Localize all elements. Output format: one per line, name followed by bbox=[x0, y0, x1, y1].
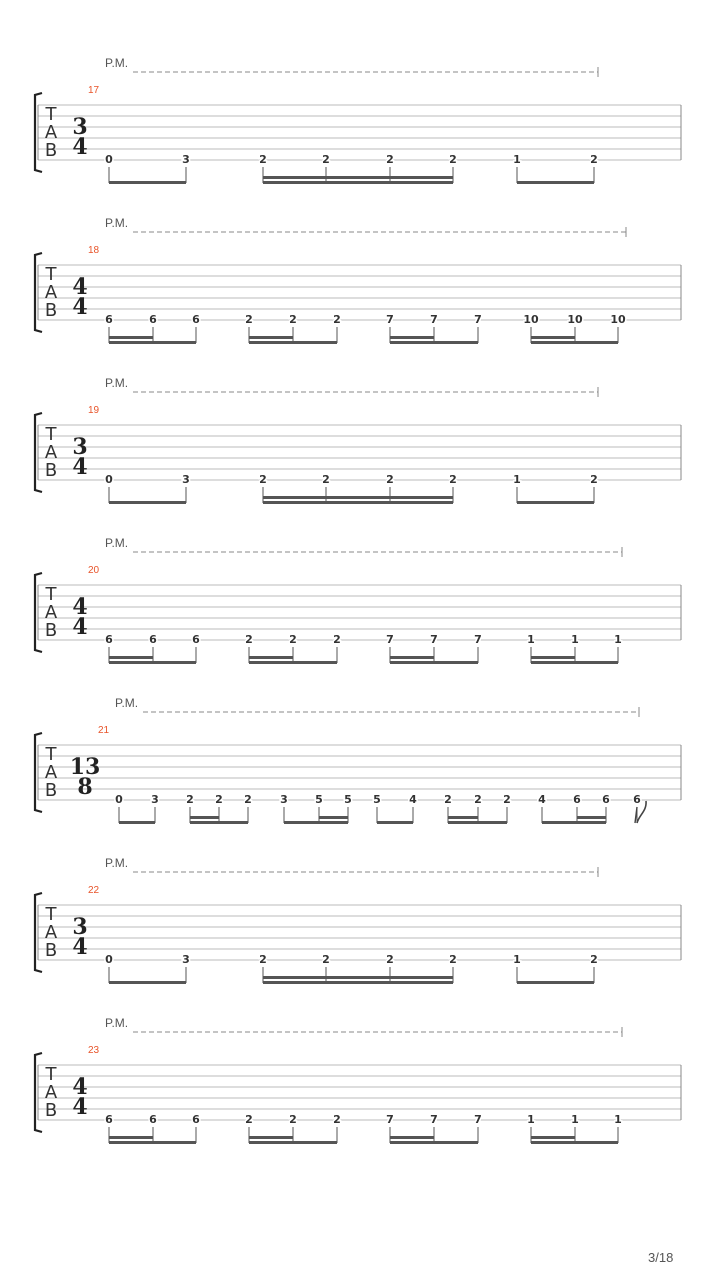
fret-number: 6 bbox=[149, 633, 157, 646]
note-beam-secondary bbox=[448, 816, 478, 819]
fret-number: 7 bbox=[474, 1113, 482, 1126]
note-beam bbox=[517, 181, 594, 184]
fret-number: 10 bbox=[523, 313, 539, 326]
measure-number: 17 bbox=[88, 85, 100, 96]
fret-number: 6 bbox=[192, 1113, 200, 1126]
fret-number: 2 bbox=[449, 153, 457, 166]
fret-number: 4 bbox=[538, 793, 546, 806]
tab-system-22 bbox=[35, 856, 681, 984]
fret-number: 2 bbox=[474, 793, 482, 806]
fret-number: 1 bbox=[614, 633, 622, 646]
note-beam-secondary bbox=[390, 336, 434, 339]
note-beam-secondary bbox=[263, 176, 453, 179]
tab-clef-letter: A bbox=[44, 282, 58, 303]
fret-number: 10 bbox=[610, 313, 626, 326]
palm-mute-label: P.M. bbox=[105, 536, 129, 550]
fret-number: 5 bbox=[315, 793, 323, 806]
tab-clef-letter: B bbox=[44, 1100, 58, 1121]
tab-clef-letter: T bbox=[45, 584, 57, 605]
fret-number: 7 bbox=[386, 633, 394, 646]
time-signature-bottom: 4 bbox=[72, 934, 88, 960]
fret-number: 5 bbox=[344, 793, 352, 806]
tab-clef-letter: B bbox=[44, 780, 58, 801]
fret-number: 10 bbox=[567, 313, 583, 326]
fret-number: 7 bbox=[386, 1113, 394, 1126]
tab-clef-letter: B bbox=[44, 940, 58, 961]
note-beam bbox=[284, 821, 348, 824]
fret-number: 2 bbox=[289, 633, 297, 646]
note-beam bbox=[263, 181, 453, 184]
fret-number: 2 bbox=[215, 793, 223, 806]
time-signature-bottom: 4 bbox=[72, 294, 88, 320]
measure-number: 20 bbox=[88, 565, 100, 576]
fret-number: 1 bbox=[513, 953, 521, 966]
fret-number: 2 bbox=[333, 313, 341, 326]
fret-number: 6 bbox=[105, 633, 113, 646]
time-signature-top: 3 bbox=[72, 914, 88, 940]
fret-number: 6 bbox=[192, 633, 200, 646]
note-beam-secondary bbox=[390, 1136, 434, 1139]
fret-number: 2 bbox=[590, 153, 598, 166]
fret-number: 2 bbox=[259, 953, 267, 966]
fret-number: 6 bbox=[105, 313, 113, 326]
note-beam bbox=[390, 661, 478, 664]
note-beam-secondary bbox=[109, 336, 153, 339]
note-beam bbox=[390, 341, 478, 344]
note-beam bbox=[531, 1141, 618, 1144]
fret-number: 2 bbox=[386, 473, 394, 486]
time-signature-top: 4 bbox=[72, 1074, 88, 1100]
time-signature-bottom: 4 bbox=[72, 1094, 88, 1120]
tab-system-23 bbox=[35, 1016, 681, 1144]
fret-number: 4 bbox=[409, 793, 417, 806]
fret-number: 7 bbox=[474, 313, 482, 326]
fret-number: 6 bbox=[602, 793, 610, 806]
fret-number: 1 bbox=[513, 153, 521, 166]
tab-system-18 bbox=[35, 216, 681, 344]
palm-mute-label: P.M. bbox=[105, 1016, 129, 1030]
note-beam bbox=[190, 821, 248, 824]
fret-number: 2 bbox=[322, 153, 330, 166]
note-beam bbox=[390, 1141, 478, 1144]
note-beam-secondary bbox=[109, 656, 153, 659]
tab-clef-letter: T bbox=[45, 264, 57, 285]
time-signature-bottom: 4 bbox=[72, 454, 88, 480]
palm-mute-label: P.M. bbox=[105, 376, 129, 390]
fret-number: 1 bbox=[513, 473, 521, 486]
fret-number: 6 bbox=[192, 313, 200, 326]
note-beam bbox=[119, 821, 155, 824]
fret-number: 3 bbox=[182, 153, 190, 166]
fret-number: 2 bbox=[289, 313, 297, 326]
fret-number: 3 bbox=[182, 953, 190, 966]
fret-number: 1 bbox=[571, 633, 579, 646]
tab-clef-letter: T bbox=[45, 424, 57, 445]
note-beam bbox=[249, 1141, 337, 1144]
tab-clef-letter: B bbox=[44, 300, 58, 321]
note-beam bbox=[448, 821, 507, 824]
fret-number: 6 bbox=[105, 1113, 113, 1126]
tab-system-19 bbox=[35, 376, 681, 504]
note-beam-secondary bbox=[249, 656, 293, 659]
note-beam-secondary bbox=[319, 816, 348, 819]
fret-number: 2 bbox=[322, 953, 330, 966]
note-beam bbox=[263, 981, 453, 984]
tab-clef-letter: A bbox=[44, 1082, 58, 1103]
fret-number: 2 bbox=[449, 473, 457, 486]
fret-number: 2 bbox=[186, 793, 194, 806]
fret-number: 2 bbox=[333, 633, 341, 646]
tab-clef-letter: B bbox=[44, 140, 58, 161]
fret-number: 2 bbox=[245, 1113, 253, 1126]
fret-number: 2 bbox=[449, 953, 457, 966]
palm-mute-label: P.M. bbox=[105, 56, 129, 70]
note-beam bbox=[109, 981, 186, 984]
fret-number: 7 bbox=[430, 313, 438, 326]
time-signature-top: 4 bbox=[72, 594, 88, 620]
note-beam bbox=[109, 181, 186, 184]
measure-number: 19 bbox=[88, 405, 100, 416]
fret-number: 7 bbox=[430, 1113, 438, 1126]
time-signature-bottom: 4 bbox=[72, 614, 88, 640]
fret-number: 6 bbox=[149, 1113, 157, 1126]
tab-clef-letter: A bbox=[44, 442, 58, 463]
fret-number: 2 bbox=[590, 953, 598, 966]
note-beam bbox=[249, 341, 337, 344]
palm-mute-label: P.M. bbox=[115, 696, 139, 710]
fret-number: 2 bbox=[444, 793, 452, 806]
time-signature-top: 3 bbox=[72, 114, 88, 140]
fret-number: 0 bbox=[115, 793, 123, 806]
fret-number: 2 bbox=[386, 953, 394, 966]
fret-number: 3 bbox=[280, 793, 288, 806]
note-beam bbox=[109, 341, 196, 344]
fret-number: 1 bbox=[571, 1113, 579, 1126]
fret-number: 6 bbox=[573, 793, 581, 806]
fret-number: 2 bbox=[386, 153, 394, 166]
tab-clef-letter: A bbox=[44, 122, 58, 143]
note-beam bbox=[517, 981, 594, 984]
fret-number: 5 bbox=[373, 793, 381, 806]
note-beam bbox=[109, 1141, 196, 1144]
note-beam bbox=[109, 501, 186, 504]
time-signature-bottom: 8 bbox=[77, 774, 93, 800]
palm-mute-label: P.M. bbox=[105, 856, 129, 870]
fret-number: 2 bbox=[244, 793, 252, 806]
tab-clef-letter: T bbox=[45, 1064, 57, 1085]
tab-clef-letter: B bbox=[44, 460, 58, 481]
palm-mute-label: P.M. bbox=[105, 216, 129, 230]
note-beam-secondary bbox=[390, 656, 434, 659]
fret-number: 1 bbox=[527, 633, 535, 646]
note-beam-secondary bbox=[249, 336, 293, 339]
note-beam-secondary bbox=[531, 1136, 575, 1139]
tab-clef-letter: A bbox=[44, 602, 58, 623]
tab-system-20 bbox=[35, 536, 681, 664]
fret-number: 1 bbox=[614, 1113, 622, 1126]
measure-number: 18 bbox=[88, 245, 100, 256]
time-signature-top: 13 bbox=[69, 754, 101, 780]
fret-number: 1 bbox=[527, 1113, 535, 1126]
fret-number: 0 bbox=[105, 473, 113, 486]
note-beam-secondary bbox=[249, 1136, 293, 1139]
fret-number: 2 bbox=[245, 313, 253, 326]
time-signature-top: 3 bbox=[72, 434, 88, 460]
fret-number: 2 bbox=[259, 473, 267, 486]
tab-clef-letter: B bbox=[44, 620, 58, 641]
fret-number: 2 bbox=[590, 473, 598, 486]
fret-number: 2 bbox=[259, 153, 267, 166]
time-signature-bottom: 4 bbox=[72, 134, 88, 160]
tab-clef-letter: T bbox=[45, 744, 57, 765]
tab-clef-letter: T bbox=[45, 104, 57, 125]
measure-number: 23 bbox=[88, 1045, 100, 1056]
tab-clef-letter: A bbox=[44, 922, 58, 943]
note-beam-secondary bbox=[531, 656, 575, 659]
fret-number: 0 bbox=[105, 153, 113, 166]
note-beam-secondary bbox=[263, 496, 453, 499]
note-beam bbox=[517, 501, 594, 504]
fret-number: 3 bbox=[151, 793, 159, 806]
fret-number: 0 bbox=[105, 953, 113, 966]
page-number: 3/18 bbox=[648, 1250, 674, 1265]
fret-number: 6 bbox=[149, 313, 157, 326]
note-beam bbox=[109, 661, 196, 664]
note-beam bbox=[542, 821, 606, 824]
fret-number: 2 bbox=[333, 1113, 341, 1126]
tab-clef-letter: T bbox=[45, 904, 57, 925]
tab-system-17 bbox=[35, 56, 681, 184]
note-beam-secondary bbox=[109, 1136, 153, 1139]
note-beam bbox=[531, 341, 618, 344]
fret-number: 2 bbox=[322, 473, 330, 486]
note-beam-secondary bbox=[577, 816, 606, 819]
measure-number: 21 bbox=[98, 725, 110, 736]
note-beam bbox=[249, 661, 337, 664]
fret-number: 2 bbox=[289, 1113, 297, 1126]
note-beam bbox=[531, 661, 618, 664]
fret-number: 7 bbox=[474, 633, 482, 646]
note-beam-secondary bbox=[190, 816, 219, 819]
fret-number: 3 bbox=[182, 473, 190, 486]
time-signature-top: 4 bbox=[72, 274, 88, 300]
fret-number: 2 bbox=[503, 793, 511, 806]
fret-number: 7 bbox=[430, 633, 438, 646]
fret-number: 6 bbox=[633, 793, 641, 806]
note-beam-secondary bbox=[531, 336, 575, 339]
fret-number: 7 bbox=[386, 313, 394, 326]
tab-clef-letter: A bbox=[44, 762, 58, 783]
note-beam-secondary bbox=[263, 976, 453, 979]
measure-number: 22 bbox=[88, 885, 100, 896]
fret-number: 2 bbox=[245, 633, 253, 646]
note-beam bbox=[263, 501, 453, 504]
note-beam bbox=[377, 821, 413, 824]
tab-system-21 bbox=[35, 696, 681, 824]
